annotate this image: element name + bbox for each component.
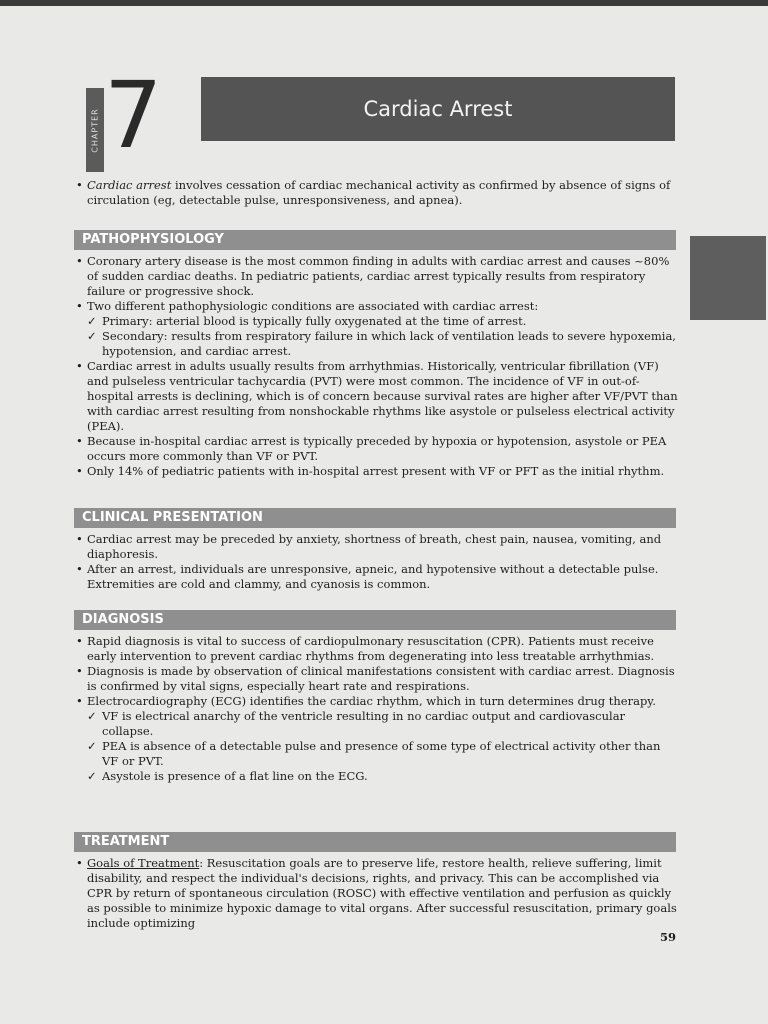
list-item: • Cardiac arrest in adults usually results from arrhythmias. Historically, ventricular fibrillation (VF) and pulseless ventricular tachycardia (PVT) were most common. The incidence of VF in out-of-hospital arrests is declining, which is of concern because survival rates are higher after VF/PVT than with cardiac arrest resulting from nonshockable rhythms like asystole or pulseless electrical activity (PEA). <box>74 359 678 434</box>
chapter-number: 7 <box>104 62 163 169</box>
check-item: ✓ Secondary: results from respiratory failure in which lack of ventilation leads to severe hypoxemia, hypotension, and cardiac arrest. <box>74 329 678 359</box>
check-item: ✓ Asystole is presence of a flat line on the ECG. <box>74 769 678 784</box>
list-item: • Because in-hospital cardiac arrest is typically preceded by hypoxia or hypotension, asystole or PEA occurs more commonly than VF or PVT. <box>74 434 678 464</box>
page-number: 59 <box>660 930 677 944</box>
section-heading-pathophysiology: PATHOPHYSIOLOGY <box>74 230 676 250</box>
section-heading-clinical-presentation: CLINICAL PRESENTATION <box>74 508 676 528</box>
scan-top-edge <box>0 0 768 6</box>
list-item: • Electrocardiography (ECG) identifies the cardiac rhythm, which in turn determines drug therapy. <box>74 694 678 709</box>
goals-text: : Resuscitation goals are to preserve life, restore health, relieve suffering, limit disability, and respect the individual's decisions, rights, and privacy. This can be accomplished via CPR by return of spontaneous circulation (ROSC) with effective ventilation and perfusion as quickly as possible to minimize hypoxic damage to vital organs. After successful resuscitation, primary goals include optimizing <box>87 856 677 930</box>
list-item: • Two different pathophysiologic conditions are associated with cardiac arrest: <box>74 299 678 314</box>
section-heading-treatment: TREATMENT <box>74 832 676 852</box>
check-item: ✓ Primary: arterial blood is typically fully oxygenated at the time of arrest. <box>74 314 678 329</box>
section-body-treatment <box>74 856 678 931</box>
chapter-label: CHAPTER <box>90 107 100 153</box>
section-body-clinical-presentation <box>74 532 678 592</box>
book-page <box>60 20 688 1020</box>
chapter-label-tab <box>86 88 104 172</box>
goals-label: Goals of Treatment <box>87 856 200 870</box>
check-item: ✓ VF is electrical anarchy of the ventricle resulting in no cardiac output and cardiovascular collapse. <box>74 709 678 739</box>
chapter-title: Cardiac Arrest <box>201 77 675 141</box>
list-item: • Cardiac arrest may be preceded by anxiety, shortness of breath, chest pain, nausea, vomiting, and diaphoresis. <box>74 532 678 562</box>
section-body-pathophysiology <box>74 254 678 479</box>
intro-text: involves cessation of cardiac mechanical activity as confirmed by absence of signs of circulation (eg, detectable pulse, unresponsiveness, and apnea). <box>87 178 671 207</box>
thumb-index-tab <box>690 236 766 320</box>
check-item: ✓ PEA is absence of a detectable pulse and presence of some type of electrical activity other than VF or PVT. <box>74 739 678 769</box>
section-heading-diagnosis: DIAGNOSIS <box>74 610 676 630</box>
intro-paragraph <box>74 178 678 208</box>
list-item: • Coronary artery disease is the most common finding in adults with cardiac arrest and causes ~80% of sudden cardiac deaths. In pediatric patients, cardiac arrest typically results from respiratory failure or progressive shock. <box>74 254 678 299</box>
list-item: • After an arrest, individuals are unresponsive, apneic, and hypotensive without a detectable pulse. Extremities are cold and clammy, and cyanosis is common. <box>74 562 678 592</box>
intro-item <box>74 178 678 208</box>
section-body-diagnosis <box>74 634 678 784</box>
list-item: • Diagnosis is made by observation of clinical manifestations consistent with cardiac arrest. Diagnosis is confirmed by vital signs, especially heart rate and respirations. <box>74 664 678 694</box>
intro-term: Cardiac arrest <box>87 178 172 192</box>
list-item: • Rapid diagnosis is vital to success of cardiopulmonary resuscitation (CPR). Patients must receive early intervention to prevent cardiac rhythms from degenerating into less treatable arrhythmias. <box>74 634 678 664</box>
list-item <box>74 856 678 931</box>
list-item: • Only 14% of pediatric patients with in-hospital arrest present with VF or PFT as the initial rhythm. <box>74 464 678 479</box>
